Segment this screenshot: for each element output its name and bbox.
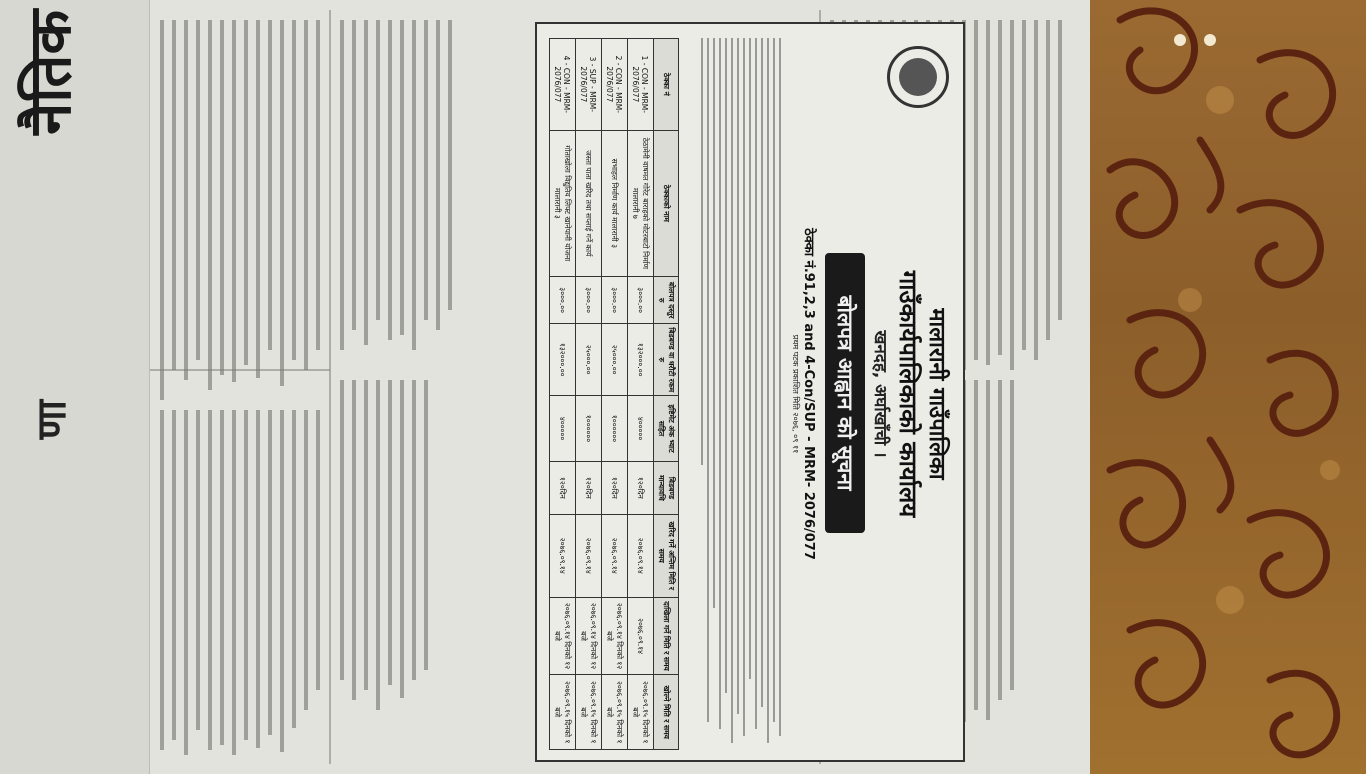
table-cell: २०७६.०९.१४ [576, 514, 602, 597]
table-cell: २०७६.०९.१४ दिनको १२ बजे [576, 597, 602, 675]
notice-title: बोलपत्र आह्वान को सूचना [825, 253, 865, 533]
table-cell: ४००००० [550, 396, 576, 462]
table-row [628, 39, 654, 750]
left-masthead-lower: णा [29, 400, 75, 440]
table-cell: ३०००.०० [550, 277, 576, 324]
table-header: बोलपत्र दस्तुर रु [654, 277, 679, 324]
table-header: बिडबण्ड मान्यावधि [654, 462, 679, 515]
table-cell: सभाहल निर्माण कार्य मालारानी ३ [602, 130, 628, 276]
table-cell: १३२०००.०० [628, 324, 654, 396]
table-cell: ३०००.०० [576, 277, 602, 324]
table-row [550, 39, 576, 750]
table-cell: जस्ता पाता खरिद तथा सप्लाई गर्ने कार्य [576, 130, 602, 276]
table-header: ठेक्का नं [654, 39, 679, 131]
table-cell: २०७६.०९.१४ [628, 597, 654, 675]
table-cell: १२०दिन [576, 462, 602, 515]
org-name: मालारानी गाउँपालिका [924, 308, 950, 480]
table-header-row [654, 39, 679, 750]
table-header: इष्टिमेट अंक भ्याट सहित [654, 396, 679, 462]
table-cell: १२०दिन [550, 462, 576, 515]
table-header: खोल्ने मिति र समय [654, 675, 679, 750]
table-cell: ठेठामेनी वाषमत गोरेट बाराहको मोटरबाटो निर्माण मालारानी ७ [628, 130, 654, 276]
table-header: बिडबण्ड वा धरौटी रकम रु [654, 324, 679, 396]
table-cell: गोताखोला विद्युतिय लिफ्ट खानेपानी योजना मालारानी ३ [550, 130, 576, 276]
table-cell: ३०००.०० [628, 277, 654, 324]
table-cell: १०००००० [602, 396, 628, 462]
tender-table [549, 38, 679, 750]
previous-page-strip [0, 0, 150, 774]
table-row [576, 39, 602, 750]
table-cell: 3 - SUP - MRM- 2076/077 [576, 39, 602, 131]
table-cell: २०७६.०९.१४ दिनको १२ बजे [550, 597, 576, 675]
table-cell: 2 - CON - MRM- 2076/077 [602, 39, 628, 131]
table-cell: २०७६.०९.१५ दिनको १ बजे [602, 675, 628, 750]
tender-notice [535, 22, 965, 762]
table-header: ठेक्काको नाम [654, 130, 679, 276]
table-cell: २०७६.०९.१४ दिनको १२ बजे [602, 597, 628, 675]
table-cell: २०७६.०९.१५ दिनको १ बजे [576, 675, 602, 750]
tender-numbers: ठेक्का नं.91,2,3 and 4-Con/SUP - MRM- 2076/077 [801, 228, 816, 560]
table-cell: २०७६.०९.१५ दिनको १ बजे [628, 675, 654, 750]
table-cell: २०७६.०९.१४ [550, 514, 576, 597]
left-masthead: नैतिक [16, 10, 84, 135]
table-header: दाखिला गर्ने मिति र समय [654, 597, 679, 675]
table-cell: २५०००.०० [576, 324, 602, 396]
table-cell: 4 - CON - MRM- 2076/077 [550, 39, 576, 131]
table-cell: २५०००.०० [602, 324, 628, 396]
patterned-fabric [1090, 0, 1366, 774]
fabric-swirl-pattern [1090, 0, 1366, 774]
table-cell: १३२०००.०० [550, 324, 576, 396]
table-row [602, 39, 628, 750]
newspaper-page [150, 0, 1090, 774]
table-cell: २०७६.०९.१४ [628, 514, 654, 597]
table-cell: ४००००० [628, 396, 654, 462]
office-address: खनदह, अर्घाखाँची । [870, 330, 890, 458]
table-cell: १०००००० [576, 396, 602, 462]
office-name: गाउँकार्यपालिकाको कार्यालय [894, 270, 923, 518]
table-cell: 1 - CON - MRM- 2076/077 [628, 39, 654, 131]
table-cell: १२०दिन [628, 462, 654, 515]
table-cell: ३०००.०० [602, 277, 628, 324]
table-header: खरिद गर्ने अन्तिम मिति र समय [654, 514, 679, 597]
table-cell: २०७६.०९.१५ दिनको १ बजे [550, 675, 576, 750]
table-cell: १२०दिन [602, 462, 628, 515]
notice-body-text [677, 38, 785, 750]
publish-date: प्रथम पटक प्रकाशित मिति २०७६, ०९ ११ [791, 334, 800, 454]
table-cell: २०७६.०९.१४ [602, 514, 628, 597]
